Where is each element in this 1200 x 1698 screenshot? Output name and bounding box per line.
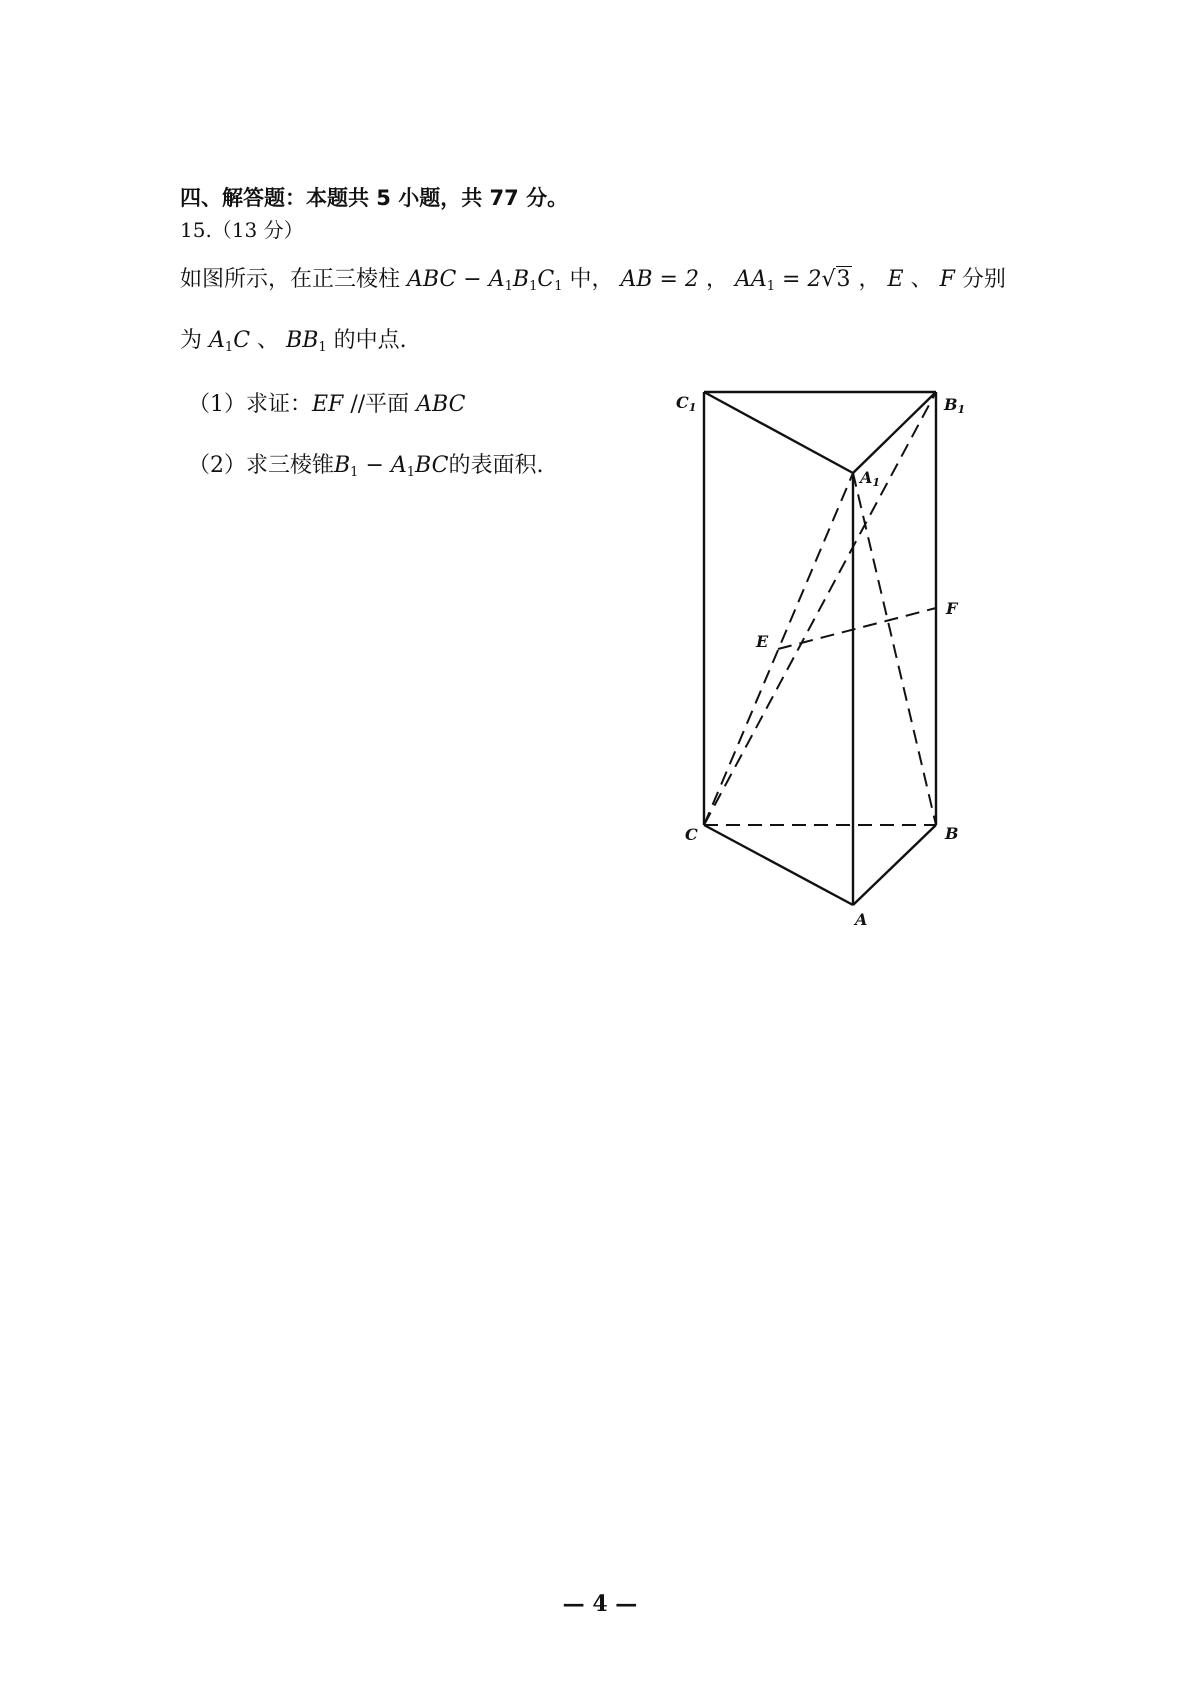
label-c: C: [685, 825, 698, 844]
math-f: F: [939, 267, 955, 292]
vertex-labels: [676, 393, 965, 929]
math-aa1: $AA_1 = 2√3$: [735, 267, 851, 294]
solid-edges: [704, 392, 936, 905]
math-e: E: [887, 267, 904, 292]
question-part-1: （1）求证：EF //平面 ABC: [188, 392, 466, 417]
segment-e-f: [778, 608, 936, 649]
question-statement-line-1: 如图所示，在正三棱柱 ABC − $A_1B_1C_1$ 中， AB = 2 ， $AA_1 = 2√3$ ， E 、 F 分别: [180, 267, 1006, 294]
label-c1: C1: [676, 393, 697, 414]
question-part-2: （2）求三棱锥$B_1 - A_1BC$的表面积.: [188, 453, 544, 480]
text-sep: 中，: [569, 267, 614, 292]
label-e: E: [756, 632, 769, 651]
edge-c1-a1: [704, 392, 853, 473]
label-f: F: [946, 599, 958, 618]
edge-a-b: [853, 825, 936, 905]
math-ab-eq: AB = 2: [620, 267, 699, 292]
label-b1: B1: [944, 395, 966, 416]
edge-a1-b: [853, 473, 936, 825]
page-number: — 4 —: [562, 1591, 638, 1617]
math-a1c: $A_1C$: [209, 328, 251, 355]
label-a1: A1: [860, 468, 881, 489]
question-statement-line-2: 为 $A_1C$ 、 $BB_1$ 的中点.: [180, 328, 407, 355]
edge-c-a: [704, 825, 853, 905]
edge-a1-b1: [853, 392, 936, 473]
edge-c-b1: [704, 392, 936, 825]
label-b: B: [945, 824, 959, 843]
question-number: 15.（13 分）: [180, 218, 304, 242]
dashed-edges: [704, 392, 936, 825]
label-a: A: [855, 910, 868, 929]
text-intro: 如图所示，在正三棱柱: [180, 267, 401, 292]
math-bb1: $BB_1$: [286, 328, 327, 355]
section-title: 四、解答题：本题共 5 小题，共 77 分。: [180, 186, 569, 210]
math-prism: ABC − $A_1B_1C_1$: [407, 267, 563, 294]
